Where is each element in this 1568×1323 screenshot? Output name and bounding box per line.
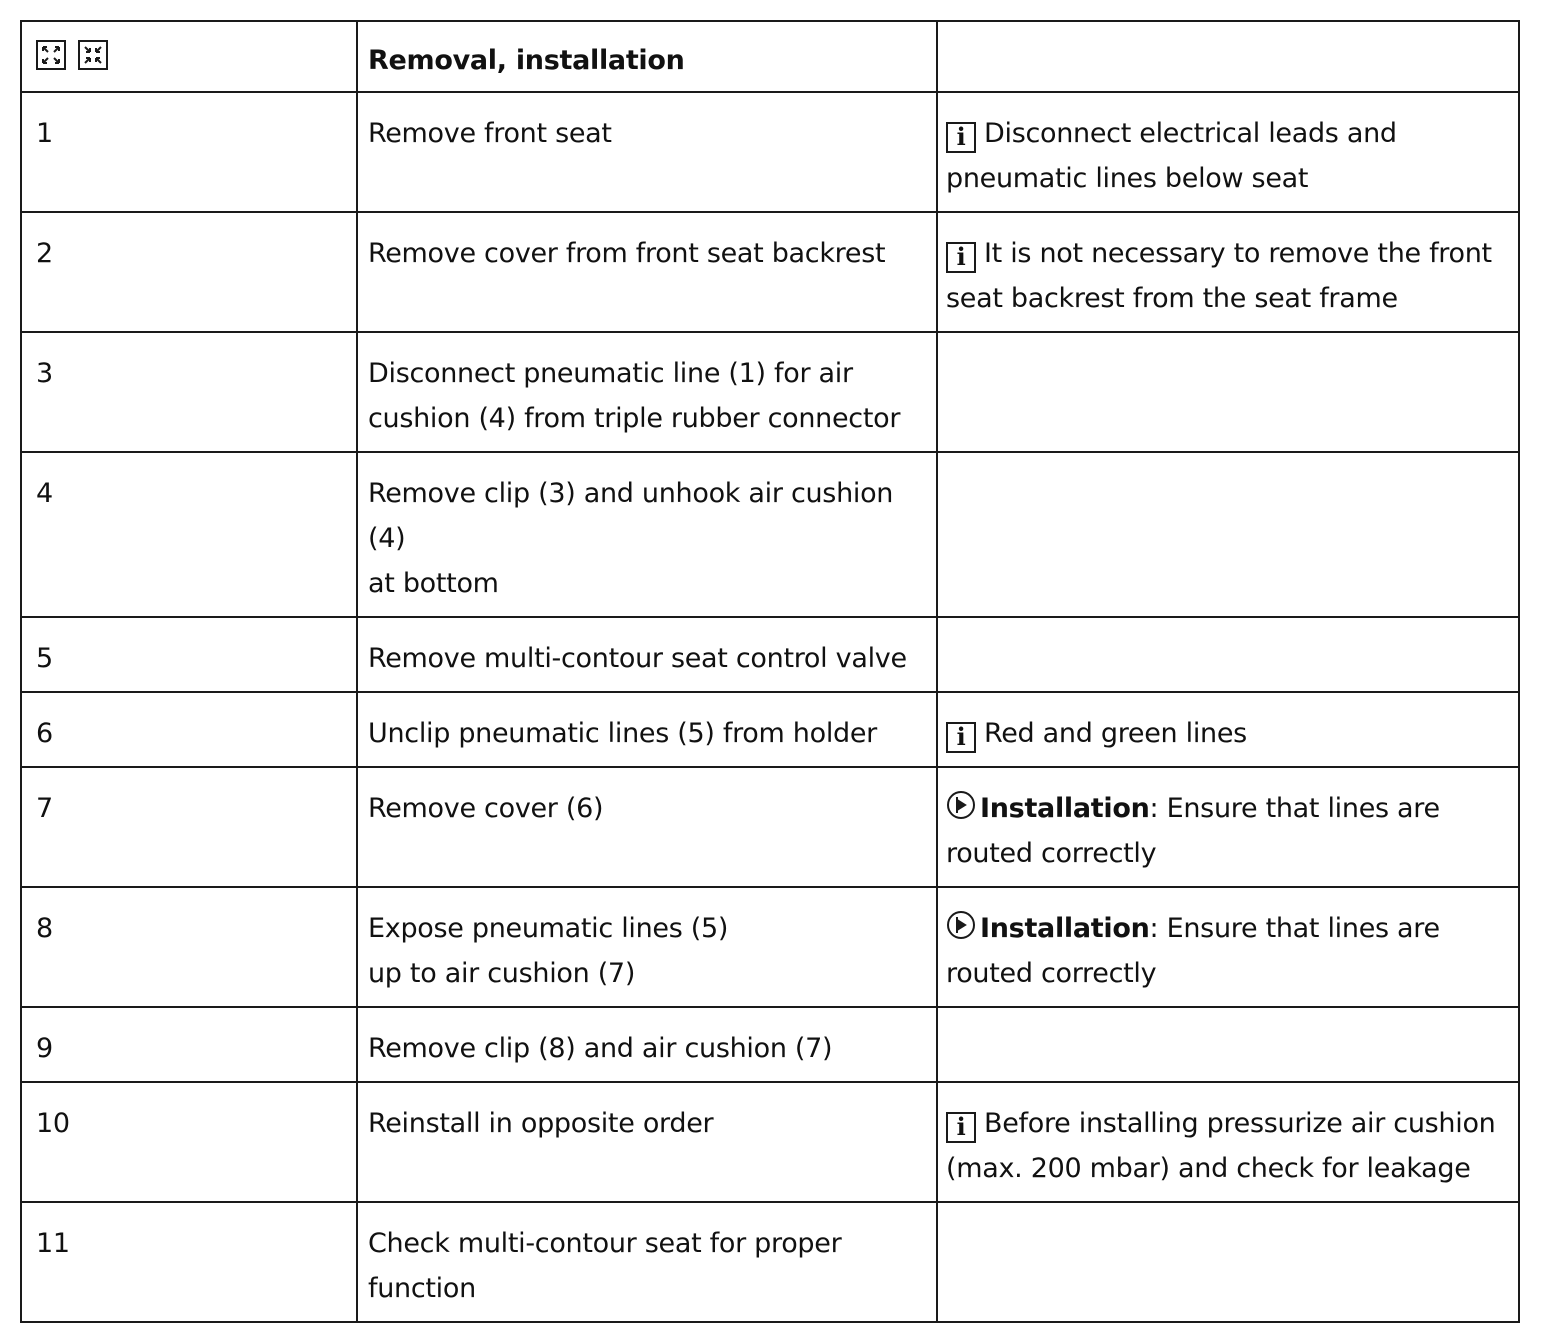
header-row	[21, 21, 1519, 92]
step-note-line	[946, 156, 1508, 201]
install-symbol-icon	[78, 40, 108, 70]
step-note-line	[946, 831, 1508, 876]
step-action-text: Remove multi-contour seat control valve	[368, 643, 907, 674]
table-row	[21, 1082, 1519, 1202]
step-number-cell	[21, 1007, 357, 1082]
step-action-cell	[357, 1082, 937, 1202]
step-note-line	[946, 786, 1508, 831]
step-number: 5	[36, 643, 53, 674]
step-note-text: pneumatic lines below seat	[946, 163, 1309, 194]
step-action-text: Reinstall in opposite order	[368, 1108, 714, 1139]
header-title-cell	[357, 21, 937, 92]
step-action-cell	[357, 617, 937, 692]
step-action-cell	[357, 692, 937, 767]
step-note-text: : Ensure that lines are	[1149, 793, 1440, 824]
step-action-cell	[357, 767, 937, 887]
step-number-cell	[21, 887, 357, 1007]
step-note-line	[946, 276, 1508, 321]
table-row	[21, 92, 1519, 212]
step-action-text: Unclip pneumatic lines (5) from holder	[368, 718, 877, 749]
step-note-text: : Ensure that lines are	[1149, 913, 1440, 944]
table-row	[21, 1202, 1519, 1322]
step-number-cell	[21, 617, 357, 692]
step-action-cell	[357, 1007, 937, 1082]
step-action-text: Remove front seat	[368, 118, 612, 149]
table-row	[21, 887, 1519, 1007]
info-icon: i	[946, 722, 976, 753]
step-note-text: Before installing pressurize air cushion	[984, 1108, 1496, 1139]
step-note-cell	[937, 332, 1519, 452]
step-action-cell	[357, 1202, 937, 1322]
step-number: 4	[36, 478, 53, 509]
step-note-cell	[937, 1007, 1519, 1082]
step-number: 11	[36, 1228, 70, 1259]
step-note-cell	[937, 1082, 1519, 1202]
step-note-text: routed correctly	[946, 958, 1157, 989]
installation-icon	[946, 910, 976, 940]
step-note-text: seat backrest from the seat frame	[946, 283, 1398, 314]
step-action-text: Disconnect pneumatic line (1) for air	[368, 358, 853, 389]
step-note-line	[946, 906, 1508, 951]
step-number-cell	[21, 212, 357, 332]
header-note-cell	[937, 21, 1519, 92]
step-note-line	[946, 231, 1508, 276]
step-number-cell	[21, 1202, 357, 1322]
step-number-cell	[21, 1082, 357, 1202]
step-number: 9	[36, 1033, 53, 1064]
installation-icon	[946, 790, 976, 820]
step-note-line	[946, 711, 1508, 756]
step-number-cell	[21, 332, 357, 452]
step-number-cell	[21, 452, 357, 617]
step-note-text: routed correctly	[946, 838, 1157, 869]
step-note-cell	[937, 617, 1519, 692]
step-note-line	[946, 1101, 1508, 1146]
step-action-text: function	[368, 1273, 476, 1304]
step-action-text: up to air cushion (7)	[368, 958, 636, 989]
step-action-text: Remove clip (3) and unhook air cushion (4)	[368, 478, 894, 554]
step-number-cell	[21, 92, 357, 212]
step-action-cell	[357, 212, 937, 332]
installation-label: Installation	[980, 793, 1150, 824]
step-number: 6	[36, 718, 53, 749]
step-action-cell	[357, 92, 937, 212]
step-note-cell	[937, 452, 1519, 617]
step-note-cell	[937, 887, 1519, 1007]
procedure-table	[20, 20, 1520, 1323]
step-action-text: Remove clip (8) and air cushion (7)	[368, 1033, 833, 1064]
step-note-cell	[937, 1202, 1519, 1322]
step-number: 1	[36, 118, 53, 149]
table-row	[21, 692, 1519, 767]
step-note-line	[946, 1146, 1508, 1191]
step-action-cell	[357, 887, 937, 1007]
step-number-cell	[21, 767, 357, 887]
step-number: 2	[36, 238, 53, 269]
step-action-cell	[357, 332, 937, 452]
step-action-text: cushion (4) from triple rubber connector	[368, 403, 901, 434]
table-title: Removal, installation	[368, 45, 685, 76]
step-note-line	[946, 111, 1508, 156]
table-row	[21, 1007, 1519, 1082]
step-number-cell	[21, 692, 357, 767]
table-row	[21, 212, 1519, 332]
step-number: 7	[36, 793, 53, 824]
table-row	[21, 452, 1519, 617]
step-note-cell	[937, 212, 1519, 332]
step-note-line	[946, 951, 1508, 996]
table-row	[21, 332, 1519, 452]
step-number: 8	[36, 913, 53, 944]
step-number: 10	[36, 1108, 70, 1139]
installation-label: Installation	[980, 913, 1150, 944]
step-action-text: Remove cover (6)	[368, 793, 604, 824]
step-note-cell	[937, 92, 1519, 212]
table-row	[21, 767, 1519, 887]
step-note-cell	[937, 692, 1519, 767]
step-number: 3	[36, 358, 53, 389]
step-note-text: Disconnect electrical leads and	[984, 118, 1397, 149]
step-action-text: Remove cover from front seat backrest	[368, 238, 886, 269]
step-note-text: Red and green lines	[984, 718, 1247, 749]
step-note-text: (max. 200 mbar) and check for leakage	[946, 1153, 1471, 1184]
info-icon: i	[946, 242, 976, 273]
header-symbols-cell	[21, 21, 357, 92]
remove-symbol-icon	[36, 40, 66, 70]
step-action-cell	[357, 452, 937, 617]
step-action-text: at bottom	[368, 568, 499, 599]
step-note-text: It is not necessary to remove the front	[984, 238, 1492, 269]
table-row	[21, 617, 1519, 692]
step-note-cell	[937, 767, 1519, 887]
info-icon: i	[946, 122, 976, 153]
info-icon: i	[946, 1112, 976, 1143]
step-action-text: Check multi-contour seat for proper	[368, 1228, 842, 1259]
step-action-text: Expose pneumatic lines (5)	[368, 913, 729, 944]
